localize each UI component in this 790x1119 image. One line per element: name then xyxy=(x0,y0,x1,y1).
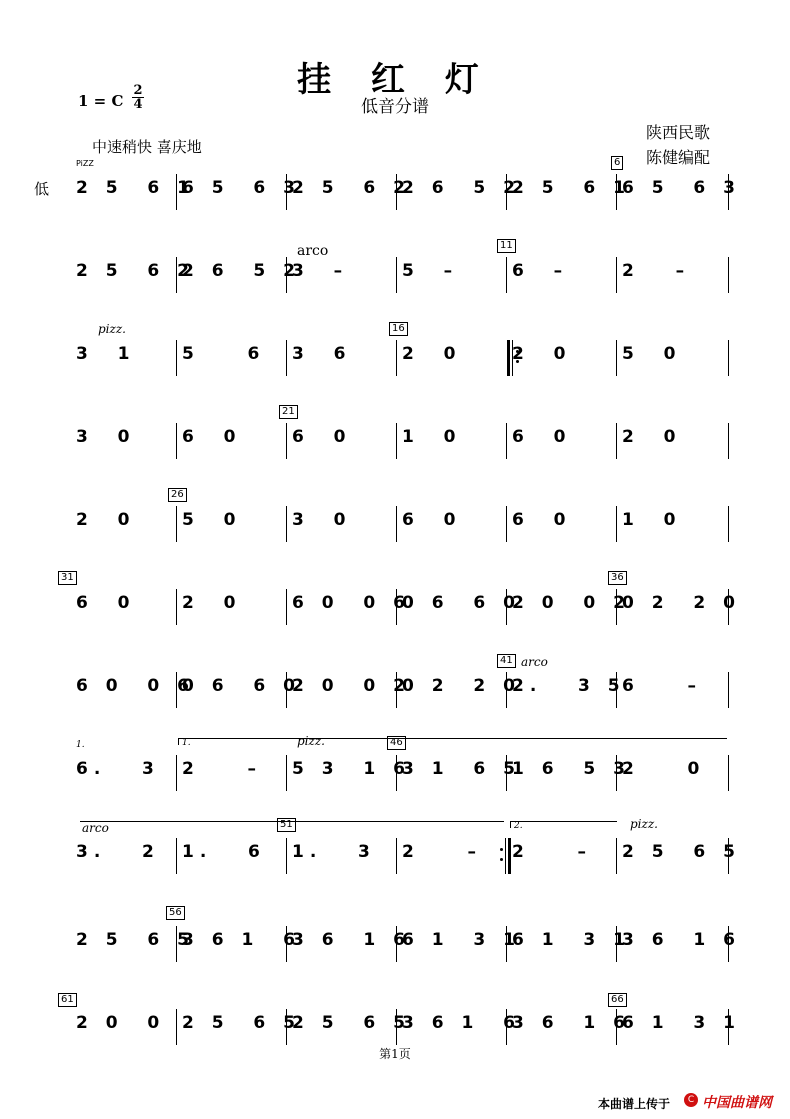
rehearsal-mark: 36 xyxy=(608,571,627,585)
measure-notes: 2 5 6 2 xyxy=(292,178,411,198)
measure xyxy=(176,759,280,789)
part-subtitle: 低音分谱 xyxy=(361,97,429,117)
measure xyxy=(176,593,280,623)
measure-notes: 3 0 xyxy=(292,510,352,530)
measure xyxy=(506,344,610,374)
score-system xyxy=(0,926,790,986)
rehearsal-mark: 46 xyxy=(387,736,406,750)
barline xyxy=(728,755,729,791)
measure-notes: 6 1 3 1 xyxy=(512,930,631,950)
barline xyxy=(728,672,729,708)
measure-notes: 0 6 6 0 xyxy=(182,676,301,696)
measure-notes: 5 0 xyxy=(182,510,242,530)
measure-notes: 6 0 xyxy=(292,427,352,447)
key-signature: 1 = C xyxy=(78,92,124,110)
upload-note: 本曲谱上传于 xyxy=(598,1097,671,1111)
measure xyxy=(616,510,720,540)
measure-notes: 2 0 xyxy=(76,510,136,530)
measure-notes: 6. 3 xyxy=(76,759,160,779)
measure-notes: 2 6 5 2 xyxy=(182,261,301,281)
measure xyxy=(396,759,521,789)
measure-notes: 5 – xyxy=(402,261,459,281)
measure xyxy=(70,676,195,706)
measure xyxy=(70,759,174,789)
measure xyxy=(176,676,301,706)
measure-notes: 1. 6 xyxy=(182,842,266,862)
measure xyxy=(70,1013,174,1043)
measure-notes: 1 6 5 3 xyxy=(512,759,631,779)
rehearsal-mark: 56 xyxy=(166,906,185,920)
site-logo-text: 中国曲谱网 xyxy=(702,1095,772,1111)
measure xyxy=(70,930,195,960)
measure xyxy=(396,1013,521,1043)
rehearsal-mark: 41 xyxy=(497,654,516,668)
barline xyxy=(728,423,729,459)
measure xyxy=(286,178,411,208)
measure-notes: 3 – xyxy=(292,261,349,281)
measure xyxy=(176,178,301,208)
measure-notes: 3 0 xyxy=(76,427,136,447)
arco-marking: arco xyxy=(521,655,548,669)
measure xyxy=(286,344,390,374)
measure-notes: 3 6 1 6 xyxy=(182,930,301,950)
measure xyxy=(176,1013,301,1043)
measure xyxy=(176,344,280,374)
barline xyxy=(728,506,729,542)
measure-notes: 2 0 xyxy=(622,427,682,447)
measure xyxy=(396,344,500,374)
measure-notes: 1. 3 xyxy=(292,842,376,862)
measure-notes: 2 – xyxy=(182,759,263,779)
score-system xyxy=(0,672,790,732)
score-system xyxy=(0,838,790,898)
measure-notes: 2 5 6 5 xyxy=(622,842,741,862)
ending-label: 1. xyxy=(76,740,85,750)
pizz-marking: pizz. xyxy=(297,734,325,748)
measure xyxy=(70,427,174,457)
measure-notes: 5 3 1 6 xyxy=(292,759,411,779)
rehearsal-mark: 6 xyxy=(611,156,623,170)
score-system xyxy=(0,589,790,649)
site-logo-icon: C xyxy=(684,1093,698,1107)
time-signature-bottom: 4 xyxy=(133,97,143,112)
measure-notes: 0 6 6 0 xyxy=(402,593,521,613)
measure-notes: 1 0 xyxy=(622,510,682,530)
measure xyxy=(506,510,610,540)
score-system xyxy=(0,174,790,234)
measure-notes: 2 0 xyxy=(512,344,572,364)
measure-notes: 6 1 3 1 xyxy=(622,1013,741,1033)
measure xyxy=(506,178,631,208)
rehearsal-mark: 51 xyxy=(277,818,296,832)
measure xyxy=(176,510,280,540)
measure-notes: 2 0 0 2 xyxy=(512,593,631,613)
score-system xyxy=(0,423,790,483)
arco-marking: arco xyxy=(82,821,109,835)
measure-notes: 0 2 2 0 xyxy=(622,593,741,613)
measure xyxy=(506,1013,631,1043)
second-ending-bracket xyxy=(510,821,617,831)
measure xyxy=(70,261,195,291)
score-title: 挂 红 灯 xyxy=(297,60,493,100)
measure-notes: 6 0 xyxy=(182,427,242,447)
score-system xyxy=(0,506,790,566)
measure xyxy=(396,930,521,960)
measure-notes: 2 0 xyxy=(182,593,242,613)
time-signature-top: 2 xyxy=(133,83,143,98)
measure-notes: 3 6 1 6 xyxy=(622,930,741,950)
measure xyxy=(286,261,390,291)
measure xyxy=(616,261,720,291)
measure xyxy=(506,427,610,457)
measure-notes: 3. 2 xyxy=(76,842,160,862)
time-signature xyxy=(132,84,144,111)
pizz-marking: PiZZ xyxy=(76,159,94,168)
measure-notes: 5 6 xyxy=(182,344,266,364)
measure xyxy=(506,676,626,706)
measure xyxy=(396,427,500,457)
measure xyxy=(396,510,500,540)
measure-notes: 6 0 xyxy=(76,593,136,613)
measure-notes: 2 – xyxy=(512,842,593,862)
measure xyxy=(286,930,411,960)
measure xyxy=(616,1013,741,1043)
measure xyxy=(396,261,500,291)
measure xyxy=(616,759,720,789)
measure-notes: 3 6 1 6 xyxy=(512,1013,631,1033)
credits xyxy=(646,120,710,170)
first-ending-bracket xyxy=(178,738,727,748)
measure-notes: 2 – xyxy=(402,842,483,862)
measure-notes: 1 0 xyxy=(402,427,462,447)
measure xyxy=(176,261,301,291)
measure-notes: 2 0 xyxy=(622,759,706,779)
measure xyxy=(70,178,195,208)
measure-notes: 2 5 6 5 xyxy=(292,1013,411,1033)
page-number: 第1页 xyxy=(379,1047,411,1061)
score-system xyxy=(0,755,790,815)
measure xyxy=(616,593,741,623)
measure xyxy=(286,510,390,540)
measure xyxy=(286,1013,411,1043)
measure-notes: 2 – xyxy=(622,261,691,281)
measure-notes: 2 5 6 2 xyxy=(76,261,195,281)
measure-notes: 2 5 6 1 xyxy=(512,178,631,198)
origin-label: 陕西民歌 xyxy=(646,123,711,142)
measure-notes: 2 5 6 1 xyxy=(76,178,195,198)
measure xyxy=(70,842,174,872)
rehearsal-mark: 31 xyxy=(58,571,77,585)
ending-label: 2. xyxy=(514,821,523,831)
measure-notes: 2 0 0 2 xyxy=(292,676,411,696)
measure-notes: 2 5 6 5 xyxy=(182,1013,301,1033)
measure xyxy=(176,427,280,457)
measure-notes: 3 6 1 6 xyxy=(292,930,411,950)
measure-notes: 6 0 xyxy=(402,510,462,530)
pizz-marking: pizz. xyxy=(98,322,126,336)
measure xyxy=(286,427,390,457)
measure xyxy=(396,676,521,706)
measure-notes: 2 0 0 xyxy=(76,1013,166,1033)
measure-notes: 3 1 xyxy=(76,344,136,364)
rehearsal-mark: 66 xyxy=(608,993,627,1007)
measure-notes: 6 – xyxy=(622,676,703,696)
measure xyxy=(70,344,174,374)
measure xyxy=(616,930,741,960)
rehearsal-mark: 61 xyxy=(58,993,77,1007)
measure xyxy=(616,427,720,457)
measure xyxy=(396,178,521,208)
measure xyxy=(176,930,301,960)
measure-notes: 6 0 0 6 xyxy=(76,676,195,696)
measure xyxy=(70,593,174,623)
measure xyxy=(70,510,174,540)
measure-notes: 3 1 6 5 xyxy=(402,759,521,779)
measure xyxy=(286,842,390,872)
measure-notes: 6 – xyxy=(512,261,569,281)
measure-notes: 2 0 xyxy=(402,344,462,364)
measure-notes: 0 2 2 0 xyxy=(402,676,521,696)
measure xyxy=(616,842,741,872)
tempo-marking: 中速稍快 喜庆地 xyxy=(92,138,202,156)
measure-notes: 6 0 xyxy=(512,427,572,447)
ending-label: 1. xyxy=(182,738,191,748)
measure xyxy=(616,676,720,706)
measure-notes: 2 5 6 5 xyxy=(76,930,195,950)
instrument-label: 低 xyxy=(34,180,50,198)
measure xyxy=(506,842,610,872)
measure-notes: 6 1 3 1 xyxy=(402,930,521,950)
barline xyxy=(728,340,729,376)
arco-marking: arco xyxy=(297,243,329,259)
measure xyxy=(506,930,631,960)
measure xyxy=(616,344,720,374)
measure xyxy=(616,178,741,208)
pizz-marking: pizz. xyxy=(630,817,658,831)
measure-notes: 3 6 1 6 xyxy=(402,1013,521,1033)
arranger-label: 陈健编配 xyxy=(646,148,711,167)
measure xyxy=(506,261,610,291)
measure-notes: 6 0 0 6 xyxy=(292,593,411,613)
measure xyxy=(286,759,411,789)
measure xyxy=(286,676,411,706)
measure-notes: 3 6 xyxy=(292,344,352,364)
score-system xyxy=(0,340,790,400)
rehearsal-mark: 11 xyxy=(497,239,516,253)
measure xyxy=(506,593,631,623)
barline xyxy=(728,257,729,293)
measure-notes: 6 5 6 3 xyxy=(182,178,301,198)
rehearsal-mark: 21 xyxy=(279,405,298,419)
measure xyxy=(286,593,411,623)
measure xyxy=(176,842,280,872)
rehearsal-mark: 16 xyxy=(389,322,408,336)
rehearsal-mark: 26 xyxy=(168,488,187,502)
measure-notes: 2. 3 5 xyxy=(512,676,626,696)
measure xyxy=(396,593,521,623)
score-system xyxy=(0,257,790,317)
first-ending-bracket-continued xyxy=(80,821,504,828)
measure-notes: 6 5 6 3 xyxy=(622,178,741,198)
measure-notes: 5 0 xyxy=(622,344,682,364)
measure xyxy=(506,759,631,789)
measure-notes: 2 6 5 2 xyxy=(402,178,521,198)
measure xyxy=(396,842,500,872)
measure-notes: 6 0 xyxy=(512,510,572,530)
